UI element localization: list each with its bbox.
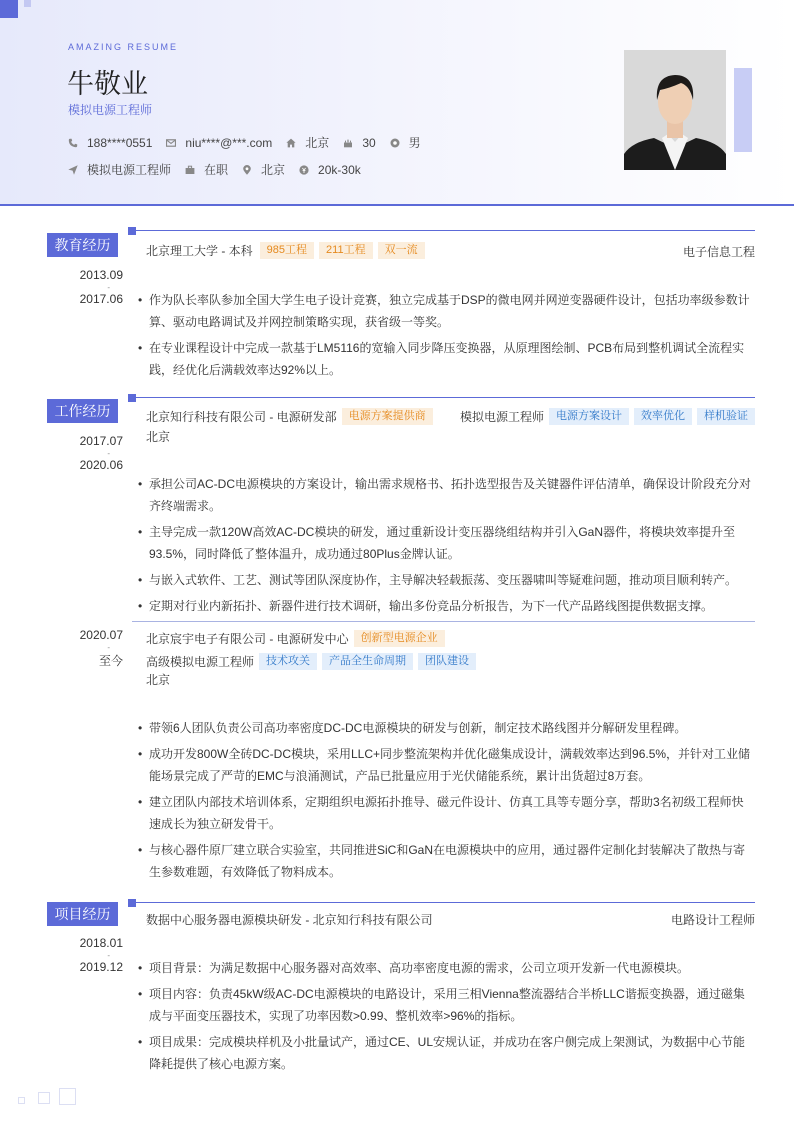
job-intent-row	[68, 161, 375, 178]
phone-text: 188****0551	[87, 135, 153, 150]
status-text: 在职	[204, 163, 229, 177]
position-tag: 电源方案设计	[549, 408, 629, 425]
start-date: 2018.01	[79, 936, 123, 950]
salary-text: 20k-30k	[318, 162, 361, 177]
section-marker	[128, 899, 136, 907]
major: 电子信息工程	[682, 245, 755, 259]
education-heading: 教育经历	[47, 233, 118, 257]
location-icon	[242, 165, 252, 175]
cake-icon	[343, 138, 353, 148]
status-item	[185, 161, 228, 178]
position-name: 模拟电源工程师	[459, 410, 544, 424]
resume-header	[0, 0, 794, 206]
target-job-item	[68, 161, 171, 178]
end-date: 至今	[98, 654, 123, 668]
job-bullet: • 带领6人团队负责公司高功率密度DC-DC电源模块的研发与创新，制定技术路线图并分解研发里程碑。	[138, 717, 755, 739]
date-separator: -	[107, 449, 110, 458]
footer-decoration	[59, 1088, 76, 1105]
job-bullet: • 与核心器件原厂建立联合实验室，共同推进SiC和GaN在电源模块中的应用，通过器件定制化封装解决了散热与寄生参数难题，有效降低了物料成本。	[138, 839, 755, 883]
corner-decoration	[0, 0, 18, 18]
phone-item	[68, 136, 152, 150]
education-bullet: • 在专业课程设计中完成一款基于LM5116的宽输入同步降压变换器，从原理图绘制、PCB布局到整机调试全流程实践，经优化后满载效率达92%以上。	[138, 337, 755, 381]
project-bullet: • 项目成果：完成模块样机及小批量试产，通过CE、UL安规认证，并成功在客户侧完成上架测试，为数据中心节能降耗提供了核心电源方案。	[138, 1031, 755, 1075]
job-bullet: • 成功开发800W全砖DC-DC模块，采用LLC+同步整流架构并优化磁集成设计，满载效率达到96.5%，并针对工业储能场景完成了严苛的EMC与浪涌测试，产品已批量应用于光伏储能系统，累计出货超过8万套。	[138, 743, 755, 787]
age-item	[343, 136, 375, 150]
end-date: 2020.06	[79, 458, 123, 472]
position-tag: 技术攻关	[259, 653, 317, 670]
company-name: 北京知行科技有限公司 - 电源研发部	[146, 410, 337, 424]
job-company-row	[146, 630, 445, 647]
corner-decoration-small	[24, 0, 31, 7]
school-tag: 985工程	[260, 242, 314, 259]
target-city-text: 北京	[261, 163, 286, 177]
project-heading: 项目经历	[47, 902, 118, 926]
candidate-title: 模拟电源工程师	[68, 103, 153, 117]
project-bullet: • 项目背景：为满足数据中心服务器对高效率、高功率密度电源的需求，公司立项开发新一代电源模块。	[138, 957, 755, 979]
project-name: 数据中心服务器电源模块研发 - 北京知行科技有限公司	[146, 913, 433, 927]
job-position-row	[146, 653, 476, 670]
section-divider	[128, 397, 755, 398]
entry-divider	[132, 621, 755, 622]
position-tag: 效率优化	[634, 408, 692, 425]
home-icon	[286, 138, 296, 148]
job-city: 北京	[146, 430, 171, 444]
project-bullet: • 项目内容：负责45kW级AC-DC电源模块的电路设计，采用三相Vienna整流器结合半桥LLC谐振变换器，通过磁集成与平面变压器技术，实现了功率因数>0.99、整机效率>96%的指标。	[138, 983, 755, 1027]
school-tag: 211工程	[319, 242, 373, 259]
end-date: 2019.12	[79, 960, 123, 974]
school-name: 北京理工大学 - 本科	[146, 244, 253, 258]
company-name: 北京宸宇电子有限公司 - 电源研发中心	[146, 632, 349, 646]
tagline: AMAZING RESUME	[68, 42, 179, 52]
project-role: 电路设计工程师	[670, 913, 755, 927]
company-tag: 电源方案提供商	[342, 408, 433, 425]
job-bullet: • 主导完成一款120W高效AC-DC模块的研发，通过重新设计变压器绕组结构并引入GaN器件，将模块效率提升至93.5%，同时降低了整体温升，成功通过80Plus金牌认证。	[138, 521, 755, 565]
work-heading: 工作经历	[47, 399, 118, 423]
school-tag: 双一流	[378, 242, 425, 259]
age-text: 30	[362, 135, 376, 150]
job-bullet: • 承担公司AC-DC电源模块的方案设计，输出需求规格书、拓扑选型报告及关键器件评估清单，确保设计阶段充分对齐终端需求。	[138, 473, 755, 517]
job-company-row	[146, 408, 433, 425]
home-text: 北京	[305, 136, 330, 150]
job-bullet: • 与嵌入式软件、工艺、测试等团队深度协作，主导解决轻载振荡、变压器啸叫等疑难问题，推动项目顺利转产。	[138, 569, 755, 591]
date-separator: -	[107, 951, 110, 960]
start-date: 2020.07	[79, 628, 123, 642]
start-date: 2017.07	[79, 434, 123, 448]
footer-decoration	[38, 1092, 50, 1104]
position-tag: 样机验证	[697, 408, 755, 425]
position-name: 高级模拟电源工程师	[146, 655, 255, 669]
gender-text: 男	[408, 136, 421, 150]
company-tag: 创新型电源企业	[354, 630, 445, 647]
job-position-row	[460, 408, 755, 425]
candidate-name: 牛敬业	[67, 69, 148, 100]
email-text: niu****@***.com	[185, 135, 273, 150]
target-city-item	[242, 161, 285, 178]
education-bullet: • 作为队长率队参加全国大学生电子设计竞赛，独立完成基于DSP的微电网并网逆变器硬件设计，包括功率级参数计算、驱动电路调试及并网控制策略实现，获省级一等奖。	[138, 289, 755, 333]
section-divider	[128, 230, 755, 231]
section-divider	[128, 902, 755, 903]
salary-item	[299, 163, 361, 177]
position-tag: 产品全生命周期	[322, 653, 413, 670]
contact-row	[68, 134, 435, 151]
email-item	[166, 136, 272, 150]
profile-photo	[624, 50, 726, 170]
target-job-text: 模拟电源工程师	[87, 163, 172, 177]
gender-icon	[390, 138, 400, 148]
job-city: 北京	[146, 673, 171, 687]
gender-item	[390, 134, 421, 151]
position-tag: 团队建设	[418, 653, 476, 670]
section-marker	[128, 394, 136, 402]
start-date: 2013.09	[79, 268, 123, 282]
briefcase-icon	[185, 165, 195, 175]
send-icon	[68, 165, 78, 175]
education-row	[146, 242, 425, 259]
mail-icon	[166, 138, 176, 148]
money-icon	[299, 165, 309, 175]
home-item	[286, 134, 329, 151]
date-separator: -	[107, 643, 110, 652]
job-bullet: • 定期对行业内新拓扑、新器件进行技术调研，输出多份竞品分析报告，为下一代产品路线图提供数据支撑。	[138, 595, 755, 617]
end-date: 2017.06	[79, 292, 123, 306]
footer-decoration	[18, 1097, 25, 1104]
job-bullet: • 建立团队内部技术培训体系，定期组织电源拓扑推导、磁元件设计、仿真工具等专题分享，帮助3名初级工程师快速成长为独立研发骨干。	[138, 791, 755, 835]
date-separator: -	[107, 283, 110, 292]
photo-accent	[734, 68, 752, 152]
phone-icon	[68, 138, 78, 148]
section-marker	[128, 227, 136, 235]
